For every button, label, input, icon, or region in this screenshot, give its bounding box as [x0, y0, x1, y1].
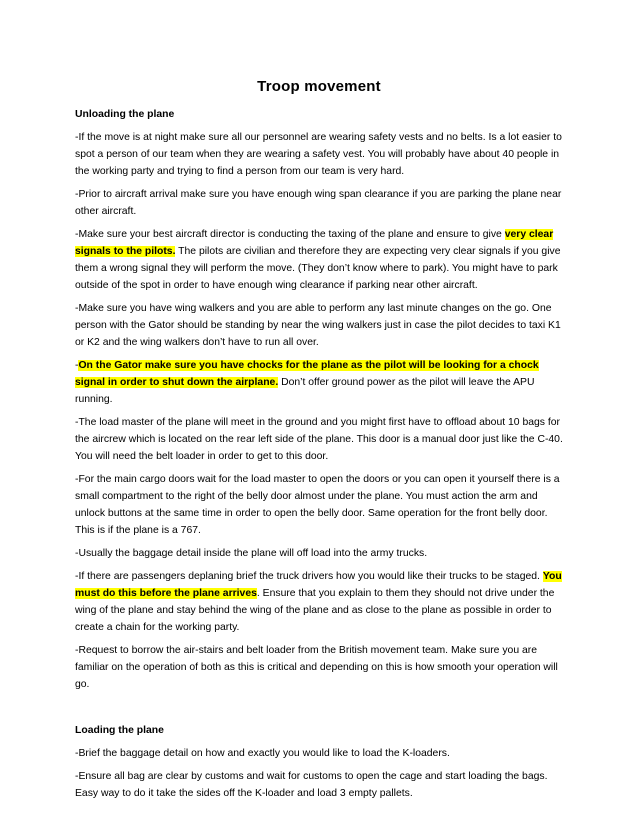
highlighted-text: On the Gator make sure you have chocks for the plane as the pilot will be looking for a chock signal in order to shut down the airplane. [75, 360, 539, 388]
paragraph-customs: -Ensure all bag are clear by customs and wait for customs to open the cage and start loading the bags. Easy way to do it take the sides off the K-loader and load 3 empty pallets. [75, 771, 548, 799]
document-body [75, 106, 565, 808]
paragraph-load-master: -The load master of the plane will meet in the ground and you might first have to offload about 10 bags for the aircrew which is located on the rear left side of the plane. This door is a manual door just like the C-40. You will need the belt loader in order to get to this door. [75, 417, 563, 462]
paragraph-wing-walkers: -Make sure you have wing walkers and you are able to perform any last minute changes on the go. One person with the Gator should be standing by near the wing walkers just in case the pilot decides to taxi K1 or K2 and the wing walkers don’t have to run all over. [75, 303, 561, 348]
section-spacer [75, 699, 565, 722]
paragraph-baggage-detail: -Usually the baggage detail inside the plane will off load into the army trucks. [75, 548, 428, 559]
paragraph-air-stairs: -Request to borrow the air-stairs and belt loader from the British movement team. Make sure you are familiar on the operation of both as this is critical and depending on this is how smooth your operation will go. [75, 645, 558, 690]
text-segment: - [75, 360, 79, 371]
paragraph-truck-drivers [75, 568, 565, 636]
paragraph-wing-clearance: -Prior to aircraft arrival make sure you have enough wing span clearance if you are parking the plane near other aircraft. [75, 189, 562, 217]
paragraph-aircraft-director [75, 226, 565, 294]
text-segment: The pilots are civilian and therefore they are expecting very clear signals if you give them a wrong signal they will perform the move. (They don’t know where to park). You might have to park outside of the spot in order to have enough wing clearance if parking near other aircraft. [75, 246, 561, 291]
section-heading-loading: Loading the plane [75, 725, 164, 736]
section-heading-unloading: Unloading the plane [75, 109, 175, 120]
document-title: Troop movement [257, 78, 381, 95]
highlighted-text: very clear signals to the pilots. [75, 229, 554, 257]
text-segment: . Ensure that you explain to them they should not drive under the wing of the plane and stay behind the wing of the plane and as close to the plane as possible in order to create a chain for the working party. [75, 588, 555, 633]
highlighted-text: You must do this before the plane arrives [75, 571, 562, 599]
paragraph-brief-baggage: -Brief the baggage detail on how and exactly you would like to load the K-loaders. [75, 748, 450, 759]
paragraph-chocks [75, 357, 565, 408]
paragraph-safety-vests: -If the move is at night make sure all our personnel are wearing safety vests and no belts. Is a lot easier to spot a person of our team when they are wearing a safety vest. You will probably have about 40 people in the working party and trying to find a person from our team is very hard. [75, 132, 562, 177]
paragraph-cargo-doors: -For the main cargo doors wait for the load master to open the doors or you can open it yourself there is a small compartment to the right of the belly door almost under the plane. You must action the arm and unlock buttons at the same time in order to open the belly door. Same operation for the front belly door. This is if the plane is a 767. [75, 474, 560, 536]
text-segment: Don’t offer ground power as the pilot will leave the APU running. [75, 377, 535, 405]
text-segment: -Make sure your best aircraft director is conducting the taxing of the plane and ensure to give [75, 229, 505, 240]
text-segment: -If there are passengers deplaning brief the truck drivers how you would like their trucks to be staged. [75, 571, 543, 582]
